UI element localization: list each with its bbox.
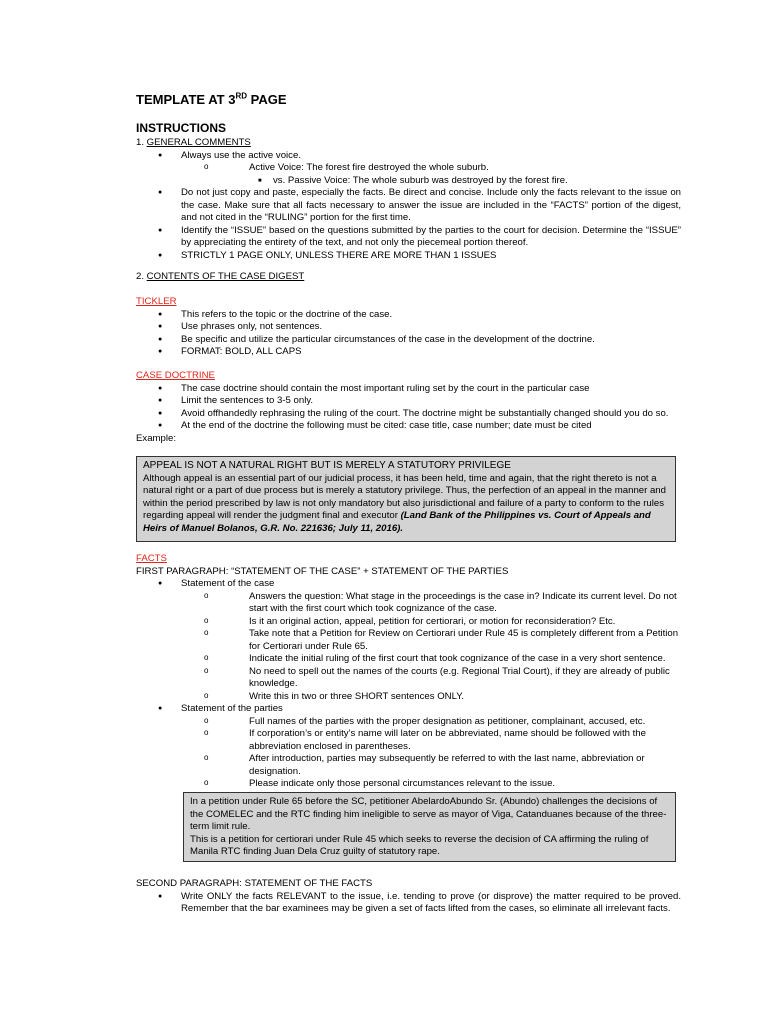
list-item: ● The case doctrine should contain the most important ruling set by the court in the particular case <box>136 383 681 396</box>
second-paragraph-heading: SECOND PARAGRAPH: STATEMENT OF THE FACTS <box>136 878 373 889</box>
page-title: TEMPLATE AT 3RD PAGE <box>136 91 287 107</box>
list-item: ● Write ONLY the facts RELEVANT to the issue, i.e. tending to prove (or disprove) the matter required to be proved. Remember that the bar examinees may be given a set of facts lifted from the cases, so eliminate all irrelevant facts. <box>136 891 681 916</box>
list-item: ● Identify the “ISSUE” based on the questions submitted by the parties to the court for decision. Determine the “ISSUE” by appreciating the entirety of the text, and not only the piecemeal portion thereof. <box>136 225 681 250</box>
list-item: ● STRICTLY 1 PAGE ONLY, UNLESS THERE ARE MORE THAN 1 ISSUES <box>136 250 681 263</box>
case-doctrine-heading: CASE DOCTRINE <box>136 370 215 381</box>
list-item: ● This refers to the topic or the doctrine of the case. <box>136 309 681 322</box>
list-item: o Is it an original action, appeal, petition for certiorari, or motion for reconsideration? Etc. <box>136 616 681 629</box>
list-item: ● Always use the active voice. <box>136 150 681 163</box>
example-box <box>136 456 676 542</box>
list-item: ● Be specific and utilize the particular circumstances of the case in the development of the doctrine. <box>136 334 681 347</box>
list-item: ● Statement of the parties <box>136 703 681 716</box>
facts-example-p1: In a petition under Rule 65 before the SC, petitioner AbelardoAbundo Sr. (Abundo) challenges the decisions of the COMELEC and the RTC finding him ineligible to serve as mayor of Viga, Catanduanes because of the three-term limit rule. <box>190 796 667 833</box>
instructions-heading: INSTRUCTIONS <box>136 121 226 135</box>
list-item: ● At the end of the doctrine the following must be cited: case title, case number; date must be cited <box>136 420 681 433</box>
list-item: o Write this in two or three SHORT sentences ONLY. <box>136 691 681 704</box>
example-label: Example: <box>136 432 176 444</box>
second-paragraph-section <box>136 878 681 916</box>
case-doctrine-section <box>136 370 681 445</box>
list-item: ● Do not just copy and paste, especially the facts. Be direct and concise. Include only the facts relevant to the issue on the case. Make sure that all facts necessary to answer the issue are included in the “FACTS” portion of the digest, and not cited in the “RULING” portion for the first time. <box>136 187 681 225</box>
tickler-heading: TICKLER <box>136 296 177 307</box>
list-item: o Take note that a Petition for Review on Certiorari under Rule 45 is completely different from a Petition for Certiorari under Rule 65. <box>136 628 681 653</box>
facts-section <box>136 553 681 791</box>
list-item: ● Use phrases only, not sentences. <box>136 321 681 334</box>
general-comments-section <box>136 137 681 262</box>
list-item: o Indicate the initial ruling of the first court that took cognizance of the case in a very short sentence. <box>136 653 681 666</box>
list-item: o Full names of the parties with the proper designation as petitioner, complainant, accused, etc. <box>136 716 681 729</box>
facts-example-p2: This is a petition for certiorari under Rule 45 which seeks to reverse the decision of CA affirming the ruling of Manila RTC finding Juan Dela Cruz guilty of statutory rape. <box>190 833 649 858</box>
general-comments-heading: 1. GENERAL COMMENTS <box>136 137 251 148</box>
list-item: o If corporation’s or entity’s name will later on be abbreviated, name should be followed with the abbreviation enclosed in parentheses. <box>136 728 681 753</box>
tickler-section <box>136 296 681 359</box>
list-item: o After introduction, parties may subsequently be referred to with the last name, abbreviation or designation. <box>136 753 681 778</box>
list-item: o No need to spell out the names of the courts (e.g. Regional Trial Court), if they are already of public knowledge. <box>136 666 681 691</box>
contents-heading: 2. CONTENTS OF THE CASE DIGEST <box>136 271 305 282</box>
facts-heading: FACTS <box>136 553 167 564</box>
list-item: o Answers the question: What stage in the proceedings is the case in? Indicate its current level. Do not start with the first court which took cognizance of the case. <box>136 591 681 616</box>
list-item: ● Statement of the case <box>136 578 681 591</box>
example-body: Although appeal is an essential part of our judicial process, it has been held, time and again, that the right thereto is not a natural right or a part of due process but is merely a statutory privilege. Thus, the perfection of an appeal in the manner and within the period prescribed by law is not only mandatory but also jurisdictional and failure of a party to conform to the rules regarding appeal will render the judgment final and executor (Land Bank of the Philippines vs. Court of Appeals and Heirs of Manuel Bolanos, G.R. No. 221636; July 11, 2016). <box>143 472 666 534</box>
list-item: o Please indicate only those personal circumstances relevant to the issue. <box>136 778 681 791</box>
facts-example-box <box>183 792 676 862</box>
example-heading: APPEAL IS NOT A NATURAL RIGHT BUT IS MERELY A STATUTORY PRIVILEGE <box>143 460 511 471</box>
first-paragraph-heading: FIRST PARAGRAPH: “STATEMENT OF THE CASE” + STATEMENT OF THE PARTIES <box>136 565 509 577</box>
list-item: ● FORMAT: BOLD, ALL CAPS <box>136 346 681 359</box>
list-item: o Active Voice: The forest fire destroyed the whole suburb. <box>136 162 681 175</box>
list-item: ● Limit the sentences to 3-5 only. <box>136 395 681 408</box>
list-item: ● Avoid offhandedly rephrasing the ruling of the court. The doctrine might be substantially changed should you do so. <box>136 408 681 421</box>
list-item: ■ vs. Passive Voice: The whole suburb was destroyed by the forest fire. <box>136 175 681 188</box>
